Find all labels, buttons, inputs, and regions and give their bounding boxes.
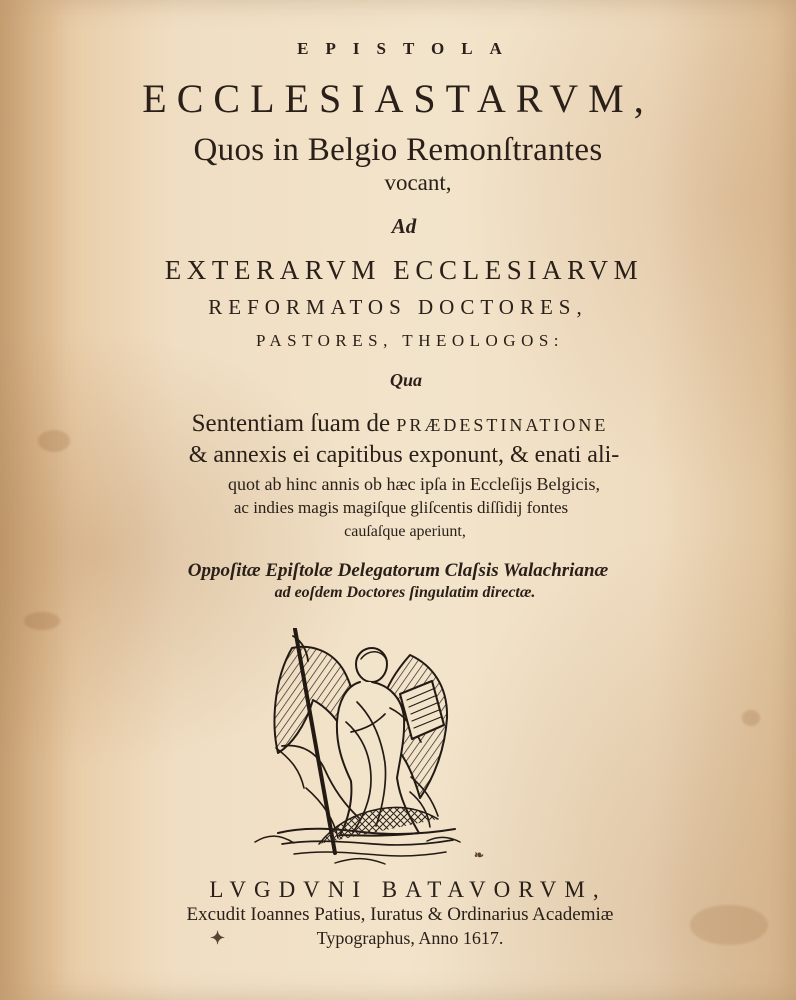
subtitle-line-1: Oppoſitæ Epiſtolæ Delegatorum Claſsis Walachrianæ <box>187 560 609 581</box>
title-exterarum: EXTERARVM ECCLESIARVM <box>164 255 644 285</box>
title-pastores: PASTORES, THEOLOGOS: <box>255 331 565 350</box>
body-line-4: ac indies magis magiſque gliſcentis diſſidij fontes <box>233 498 569 517</box>
subtitle-line-2: ad eoſdem Doctores ſingulatim directæ. <box>274 584 536 601</box>
title-reformatos: REFORMATOS DOCTORES, <box>208 295 588 319</box>
small-ornament-icon: ❧ <box>474 848 485 862</box>
paper-stain <box>742 710 760 726</box>
body-line-1 <box>2 410 796 438</box>
ink-flourish-icon: ✦ <box>210 928 226 948</box>
body-line-5: cauſaſque aperiunt, <box>344 523 466 540</box>
body-line-3: quot ab hinc annis ob hæc ipſa in Eccleſijs Belgicis, <box>228 474 600 494</box>
title-ecclesiastarum: ECCLESIASTARVM, <box>142 76 654 121</box>
imprint-place: LVGDVNI BATAVORVM, <box>209 877 607 902</box>
title-quos: Quos in Belgio Remonſtrantes <box>193 132 603 168</box>
winged-angel-woodcut-icon <box>250 628 475 865</box>
title-ad: Ad <box>391 214 417 238</box>
title-qua: Qua <box>389 370 422 390</box>
title-vocant: vocant, <box>384 170 452 195</box>
body-line-2: & annexis ei capitibus exponunt, & enati ali- <box>188 442 620 468</box>
imprint-year: Typographus, Anno 1617. <box>316 928 504 948</box>
title-epistola: EPISTOLA <box>297 39 519 58</box>
paper-stain <box>24 612 60 630</box>
body-line-1-caps: PRÆDESTINATIONE <box>396 415 609 435</box>
body-line-1-prefix: Sententiam ſuam de <box>191 410 397 437</box>
imprint-printer: Excudit Ioannes Patius, Iuratus & Ordinarius Academiæ <box>186 904 614 925</box>
